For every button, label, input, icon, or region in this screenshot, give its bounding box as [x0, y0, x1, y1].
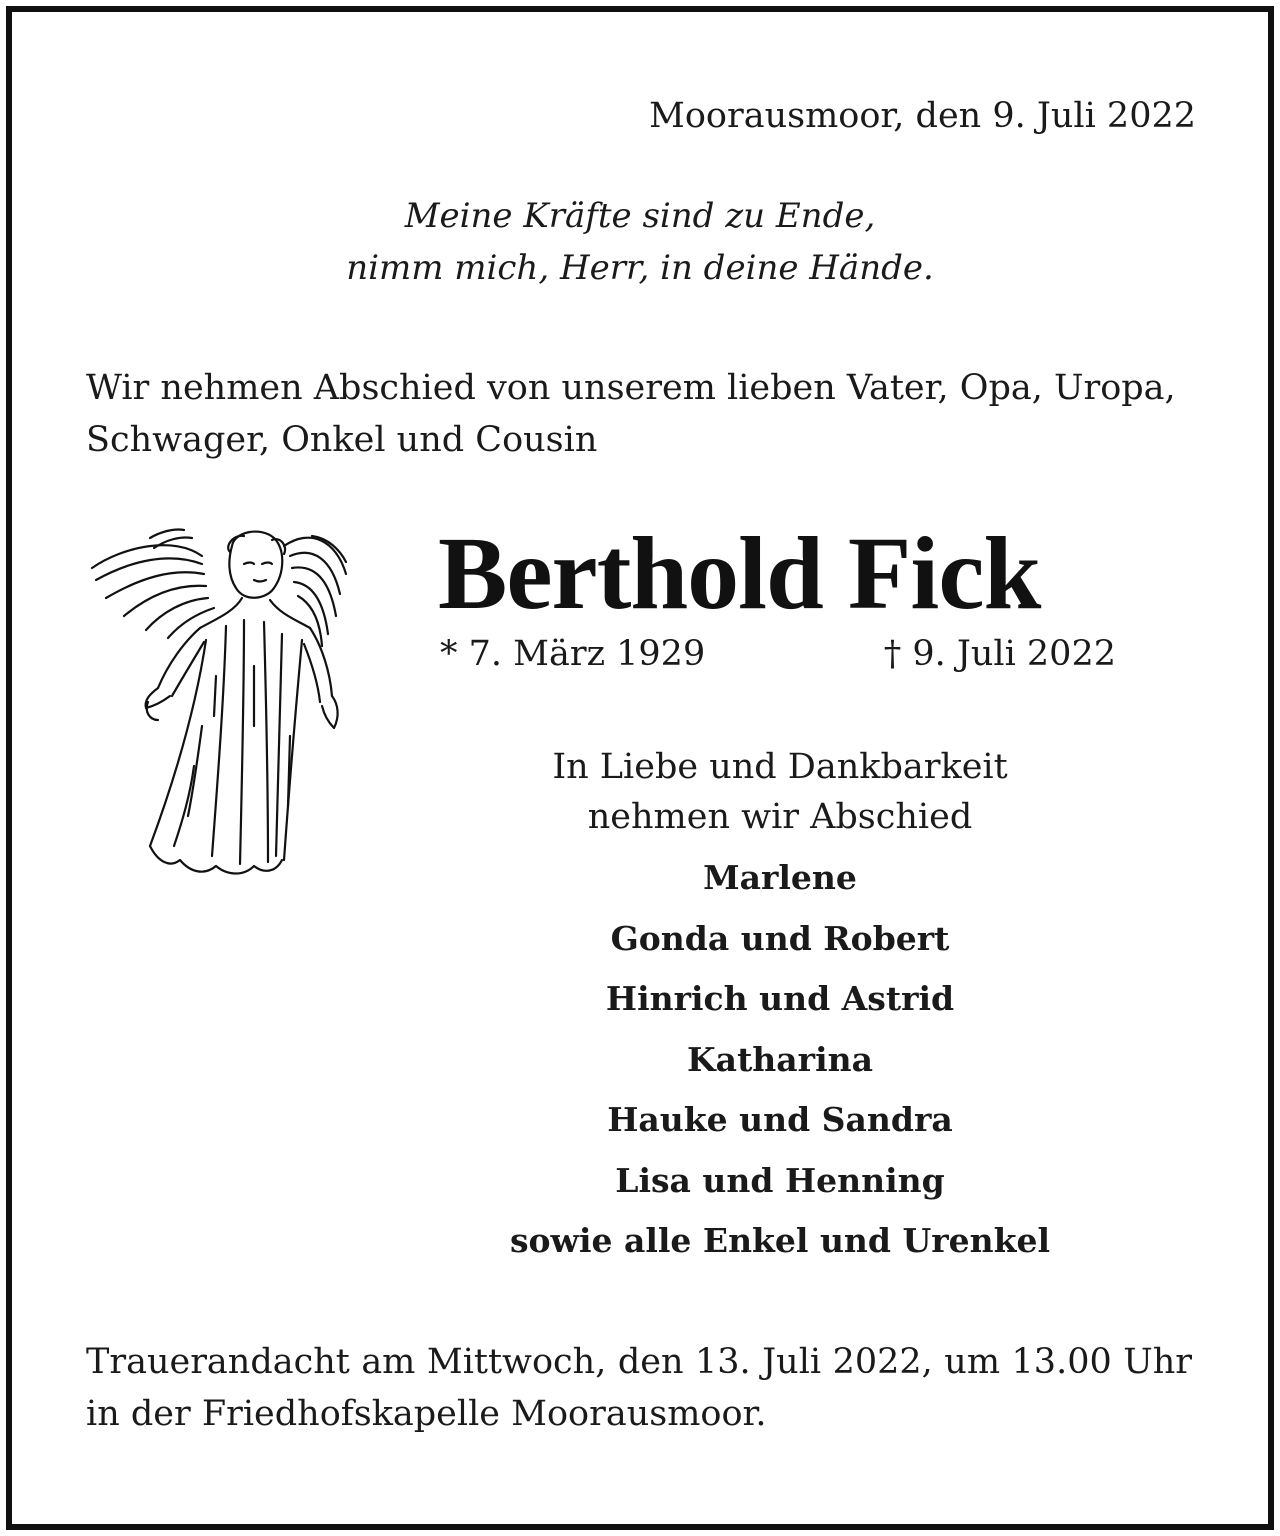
mourner-name: sowie alle Enkel und Urenkel — [509, 1221, 1051, 1260]
place-date: Moorausmoor, den 9. Juli 2022 — [648, 96, 1196, 136]
verse — [0, 190, 1280, 294]
service-info: Trauerandacht am Mittwoch, den 13. Juli 2022, um 13.00 Uhr in der Friedhofskapelle Moorausmoor. — [86, 1342, 1192, 1434]
farewell-line: In Liebe und Dankbarkeit — [552, 747, 1008, 787]
mourner-name: Hauke und Sandra — [607, 1100, 953, 1139]
death-date: † 9. Juli 2022 — [883, 634, 1116, 674]
mourner-name: Gonda und Robert — [610, 918, 950, 958]
mourner-name: Hinrich und Astrid — [605, 979, 955, 1018]
birth-date: * 7. März 1929 — [440, 634, 706, 674]
life-dates — [440, 630, 1116, 678]
mourner-name: Marlene — [703, 858, 857, 897]
mourner-name: Katharina — [687, 1039, 873, 1079]
deceased-name: Berthold Fick — [438, 516, 1041, 631]
mourner-name: Lisa und Henning — [615, 1160, 945, 1200]
verse-line: nimm mich, Herr, in deine Hände. — [346, 248, 934, 288]
farewell-text — [390, 742, 1170, 842]
farewell-line: nehmen wir Abschied — [587, 797, 973, 837]
angel-icon — [84, 516, 364, 896]
verse-line: Meine Kräfte sind zu Ende, — [404, 196, 876, 236]
intro-text: Wir nehmen Abschied von unserem lieben Vater, Opa, Uropa, Schwager, Onkel und Cousin — [86, 368, 1176, 460]
mourners-list — [390, 848, 1170, 1272]
